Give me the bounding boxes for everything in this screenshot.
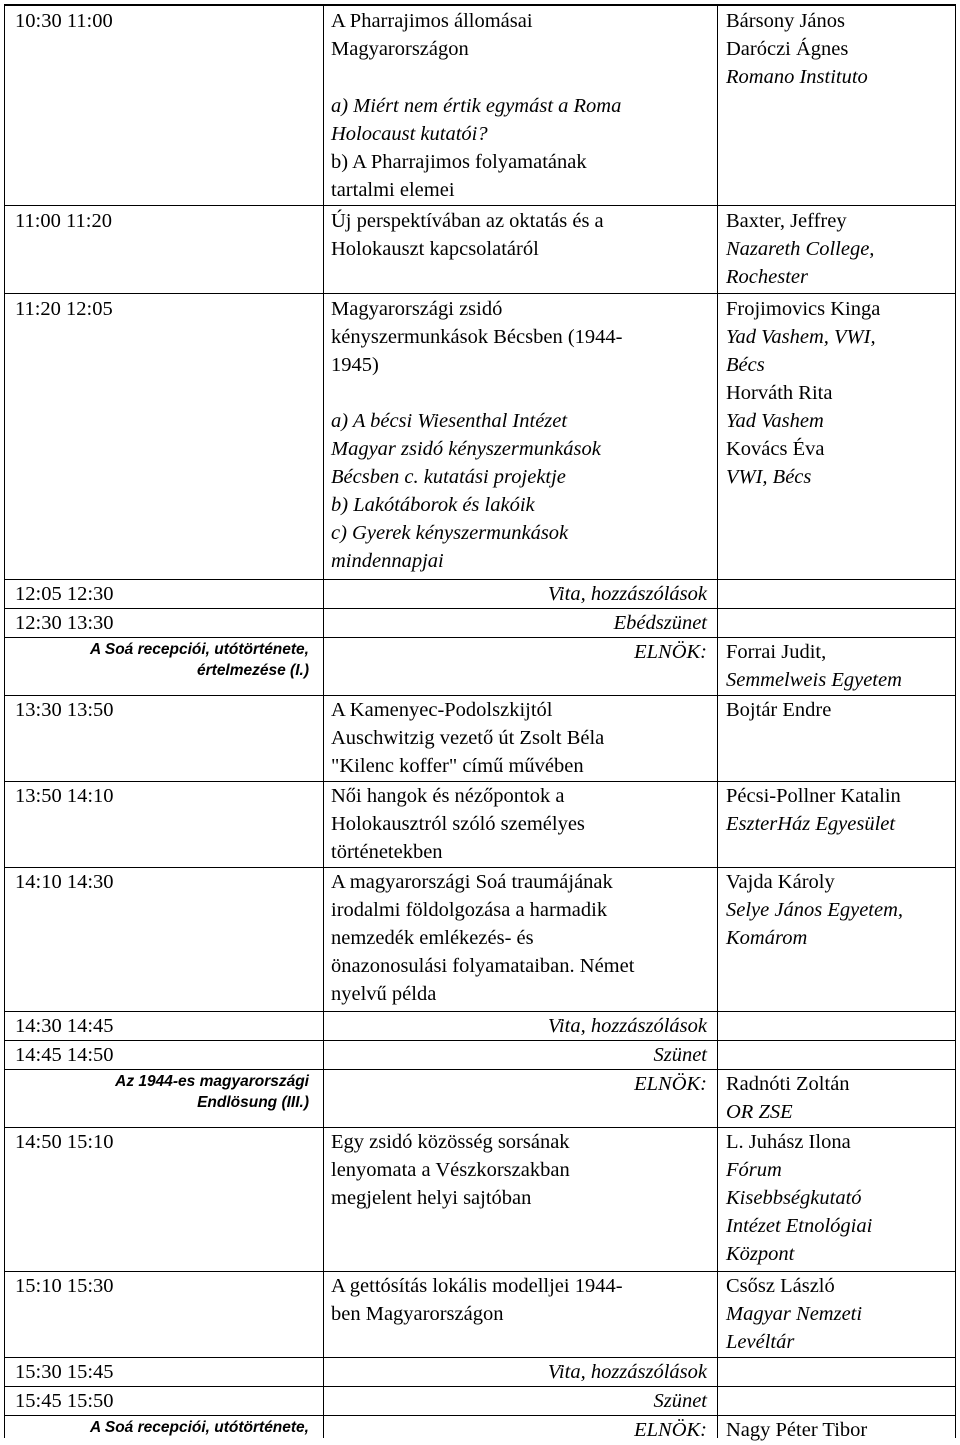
chair-name: Forrai Judit,: [726, 641, 827, 663]
section-title: A Soá recepciói, utótörténete,: [89, 641, 309, 658]
column-divider: [717, 5, 718, 1438]
chair-name: Radnóti Zoltán: [726, 1073, 850, 1095]
break-label: Ebédszünet: [613, 612, 707, 634]
speaker-institution: VWI, Bécs: [726, 466, 812, 488]
talk-subtitle: a) A bécsi Wiesenthal Intézet: [331, 410, 568, 432]
speaker-name: Bársony János: [726, 10, 846, 32]
talk-title: nyelvű példa: [331, 983, 437, 1005]
speaker-name: Bojtár Endre: [726, 699, 832, 721]
break-label: Szünet: [653, 1390, 707, 1412]
speaker-institution: Fórum: [726, 1159, 782, 1181]
speaker-institution: Levéltár: [726, 1331, 795, 1353]
speaker-institution: Selye János Egyetem,: [726, 899, 904, 921]
talk-title: A Kamenyec-Podolszkijtól: [331, 699, 553, 721]
time-slot: 14:30 14:45: [15, 1015, 114, 1037]
talk-subtitle: b) A Pharrajimos folyamatának: [331, 151, 587, 173]
chair-institution: Semmelweis Egyetem: [726, 669, 902, 691]
talk-title: 1945): [331, 354, 379, 376]
speaker-institution: Magyar Nemzeti: [726, 1303, 863, 1325]
speaker-name: Kovács Éva: [726, 438, 825, 460]
talk-title: Holokauszt kapcsolatáról: [331, 238, 539, 260]
speaker-institution: Romano Instituto: [726, 66, 868, 88]
time-slot: 10:30 11:00: [15, 10, 113, 32]
talk-title: irodalmi földolgozása a harmadik: [331, 899, 608, 921]
speaker-name: L. Juhász Ilona: [726, 1131, 851, 1153]
time-slot: 14:10 14:30: [15, 871, 114, 893]
talk-title: "Kilenc koffer" című művében: [331, 755, 584, 777]
row-divider: [5, 579, 955, 580]
speaker-institution: Komárom: [726, 927, 808, 949]
talk-title: A magyarországi Soá traumájának: [331, 871, 613, 893]
time-slot: 15:10 15:30: [15, 1275, 114, 1297]
time-slot: 14:50 15:10: [15, 1131, 114, 1153]
speaker-institution: Yad Vashem: [726, 410, 824, 432]
row-divider: [5, 293, 955, 294]
talk-title: Egy zsidó közösség sorsának: [331, 1131, 570, 1153]
speaker-name: Vajda Károly: [726, 871, 835, 893]
talk-title: Női hangok és nézőpontok a: [331, 785, 565, 807]
talk-title: Magyarországi zsidó: [331, 298, 503, 320]
chair-label: ELNÖK:: [634, 1073, 707, 1095]
time-slot: 12:05 12:30: [15, 583, 114, 605]
time-slot: 11:20 12:05: [15, 298, 113, 320]
row-divider: [5, 1040, 955, 1041]
talk-title: A Pharrajimos állomásai: [331, 10, 533, 32]
time-slot: 11:00 11:20: [15, 210, 112, 232]
chair-name: Nagy Péter Tibor: [726, 1419, 868, 1441]
row-divider: [5, 1357, 955, 1358]
break-label: Vita, hozzászólások: [547, 1015, 707, 1037]
break-label: Vita, hozzászólások: [547, 1361, 707, 1383]
speaker-name: Baxter, Jeffrey: [726, 210, 847, 232]
talk-title: önazonosulási folyamataiban. Német: [331, 955, 635, 977]
row-divider: [5, 1386, 955, 1387]
talk-title: Holokausztról szóló személyes: [331, 813, 585, 835]
time-slot: 14:45 14:50: [15, 1044, 114, 1066]
talk-subtitle: Magyar zsidó kényszermunkások: [331, 438, 601, 460]
talk-subtitle: c) Gyerek kényszermunkások: [331, 522, 569, 544]
speaker-name: Pécsi-Pollner Katalin: [726, 785, 901, 807]
talk-subtitle: Holocaust kutatói?: [331, 123, 488, 145]
speaker-institution: Központ: [726, 1243, 795, 1265]
row-divider: [5, 608, 955, 609]
talk-title: megjelent helyi sajtóban: [331, 1187, 532, 1209]
speaker-name: Daróczi Ágnes: [726, 38, 849, 60]
row-divider: [5, 205, 955, 206]
chair-label: ELNÖK:: [634, 1419, 707, 1441]
speaker-institution: Bécs: [726, 354, 765, 376]
speaker-institution: EszterHáz Egyesület: [726, 813, 896, 835]
time-slot: 13:50 14:10: [15, 785, 114, 807]
section-title: Az 1944-es magyarországi: [115, 1073, 309, 1090]
talk-subtitle: a) Miért nem értik egymást a Roma: [331, 95, 622, 117]
column-divider: [323, 5, 324, 1438]
section-title: Endlösung (III.): [197, 1094, 309, 1111]
speaker-institution: Intézet Etnológiai: [726, 1215, 873, 1237]
section-title: értelmezése (I.): [197, 662, 309, 679]
talk-title: nemzedék emlékezés- és: [331, 927, 534, 949]
chair-label: ELNÖK:: [634, 641, 707, 663]
talk-subtitle: mindennapjai: [331, 550, 444, 572]
time-slot: 15:30 15:45: [15, 1361, 114, 1383]
speaker-institution: Rochester: [726, 266, 808, 288]
row-divider: [5, 1011, 955, 1012]
chair-institution: OR ZSE: [726, 1101, 793, 1123]
program-table: [4, 4, 956, 1441]
speaker-name: Csősz László: [726, 1275, 835, 1297]
speaker-institution: Kisebbségkutató: [726, 1187, 862, 1209]
time-slot: 13:30 13:50: [15, 699, 114, 721]
time-slot: 12:30 13:30: [15, 612, 114, 634]
break-label: Vita, hozzászólások: [547, 583, 707, 605]
row-divider: [5, 5, 955, 6]
talk-subtitle: tartalmi elemei: [331, 179, 455, 201]
talk-title: Auschwitzig vezető út Zsolt Béla: [331, 727, 605, 749]
talk-subtitle: b) Lakótáborok és lakóik: [331, 494, 535, 516]
section-title: A Soá recepciói, utótörténete,: [89, 1419, 309, 1436]
speaker-name: Frojimovics Kinga: [726, 298, 881, 320]
talk-title: lenyomata a Vészkorszakban: [331, 1159, 570, 1181]
speaker-institution: Nazareth College,: [726, 238, 875, 260]
talk-subtitle: Bécsben c. kutatási projektje: [331, 466, 566, 488]
time-slot: 15:45 15:50: [15, 1390, 114, 1412]
talk-title: A gettósítás lokális modelljei 1944-: [331, 1275, 623, 1297]
talk-title: kényszermunkások Bécsben (1944-: [331, 326, 623, 348]
speaker-name: Horváth Rita: [726, 382, 833, 404]
talk-title: Magyarországon: [331, 38, 469, 60]
speaker-institution: Yad Vashem, VWI,: [726, 326, 876, 348]
break-label: Szünet: [653, 1044, 707, 1066]
talk-title: ben Magyarországon: [331, 1303, 504, 1325]
talk-title: Új perspektívában az oktatás és a: [331, 210, 604, 232]
talk-title: történetekben: [331, 841, 443, 863]
